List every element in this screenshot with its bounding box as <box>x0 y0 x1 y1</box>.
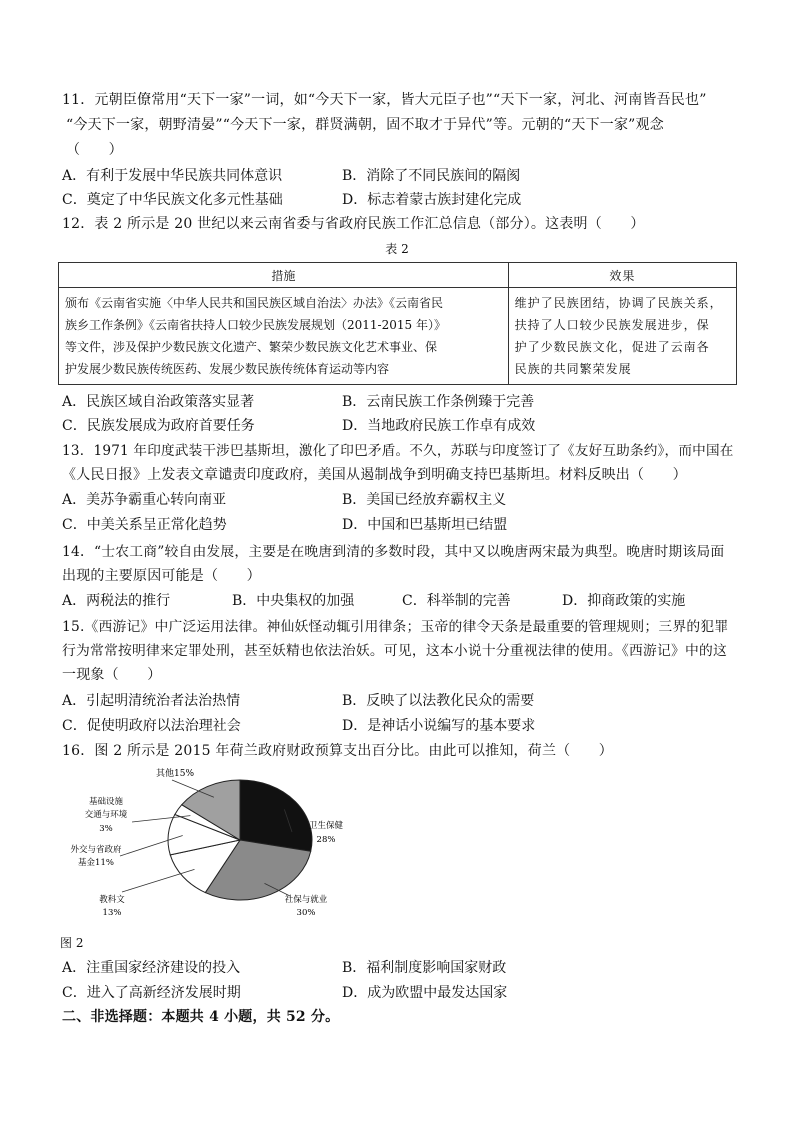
q14-option-d[interactable]: D．抑商政策的实施 <box>562 593 686 609</box>
q11-option-a[interactable]: A．有利于发展中华民族共同体意识 <box>62 168 283 184</box>
q13-option-a[interactable]: A．美苏争霸重心转向南亚 <box>62 492 227 508</box>
effect-line: 民族的共同繁荣发展 <box>514 362 632 376</box>
q13-option-b[interactable]: B．美国已经放弃霸权主义 <box>342 492 507 508</box>
q16-option-d[interactable]: D．成为欧盟中最发达国家 <box>342 985 508 1001</box>
pie-leader-line-2 <box>122 869 195 892</box>
q15-stem-line3: 一现象（ ） <box>62 667 162 683</box>
label-foreign-2: 基金11% <box>78 858 114 868</box>
label-social-1: 社保与就业 <box>284 895 328 905</box>
effect-line: 维护了民族团结，协调了民族关系， <box>514 296 723 310</box>
q11-option-d[interactable]: D．标志着蒙古族封建化完成 <box>342 192 522 208</box>
measures-line: 颁布《云南省实施〈中华人民共和国民族区域自治法〉办法》《云南省民 <box>65 296 444 310</box>
section2-heading: 二、非选择题：本题共 4 小题，共 52 分。 <box>62 1009 340 1025</box>
q12-option-c[interactable]: C．民族发展成为政府首要任务 <box>62 418 255 434</box>
q15-option-d[interactable]: D．是神话小说编写的基本要求 <box>342 718 536 734</box>
label-edu-2: 13% <box>102 908 122 918</box>
label-infra-2: 交通与环境 <box>84 810 128 820</box>
pie-slice-0 <box>240 780 312 851</box>
q11-option-b[interactable]: B．消除了不同民族间的隔阂 <box>342 168 521 184</box>
q15-option-c[interactable]: C．促使明政府以法治理社会 <box>62 718 241 734</box>
table-row <box>59 288 737 385</box>
q15-option-b[interactable]: B．反映了以法教化民众的需要 <box>342 693 535 709</box>
q14-option-c[interactable]: C．科举制的完善 <box>402 593 511 609</box>
table2 <box>58 262 737 385</box>
measures-line: 护发展少数民族传统医药、发展少数民族传统体育运动等内容 <box>65 362 390 376</box>
q16-option-c[interactable]: C．进入了高新经济发展时期 <box>62 985 241 1001</box>
table-cell-effect <box>508 288 736 385</box>
table-header-measures: 措施 <box>59 263 509 288</box>
label-infra-1: 基础设施 <box>88 797 124 807</box>
label-foreign-1: 外交与省政府 <box>70 845 122 855</box>
label-health-1: 卫生保健 <box>308 821 344 831</box>
pie-chart <box>60 764 380 924</box>
measures-line: 等文件，涉及保护少数民族文化遗产、繁荣少数民族文化艺术事业、保 <box>65 340 438 354</box>
q11-stem-line2: “今天下一家，朝野清晏”“今天下一家，群贤满朝，固不取才于异代”等。元朝的“天下一家”观念 <box>66 117 664 133</box>
label-other: 其他15% <box>156 769 195 779</box>
q15-stem-line2: 行为常常按明律来定罪处刑，甚至妖精也依法治妖。可见，这本小说十分重视法律的使用。《西游记》中的这 <box>62 643 727 659</box>
q11-option-c[interactable]: C．奠定了中华民族文化多元性基础 <box>62 192 283 208</box>
q12-stem: 12．表 2 所示是 20 世纪以来云南省委与省政府民族工作汇总信息（部分）。这表明（ ） <box>62 216 645 232</box>
measures-line: 族乡工作条例》《云南省扶持人口较少民族发展规划（2011-2015 年）》 <box>65 318 446 332</box>
label-health-2: 28% <box>316 835 336 845</box>
q14-stem-line2: 出现的主要原因可能是（ ） <box>62 568 261 584</box>
q12-option-b[interactable]: B．云南民族工作条例臻于完善 <box>342 394 535 410</box>
q13-stem-line1: 13．1971 年印度武装干涉巴基斯坦，激化了印巴矛盾。不久，苏联与印度签订了《友好互助条约》，而中国在 <box>62 443 734 459</box>
q14-stem-line1: 14．“士农工商”较自由发展，主要是在晚唐到清的多数时段，其中又以晚唐两宋最为典型。晚唐时期该局面 <box>62 544 725 560</box>
q13-option-c[interactable]: C．中美关系呈正常化趋势 <box>62 517 227 533</box>
q12-option-d[interactable]: D．当地政府民族工作卓有成效 <box>342 418 536 434</box>
q15-stem-line1: 15.《西游记》中广泛运用法律。神仙妖怪动辄引用律条；玉帝的律令天条是最重要的管理规则；三界的犯罪 <box>62 619 729 635</box>
table2-title: 表 2 <box>385 242 409 256</box>
effect-line: 扶持了人口较少民族发展进步，保 <box>514 318 710 332</box>
q14-option-b[interactable]: B．中央集权的加强 <box>232 593 355 609</box>
label-infra-3: 3% <box>99 824 113 834</box>
q13-option-d[interactable]: D．中国和巴基斯坦已结盟 <box>342 517 508 533</box>
figure2-label: 图 2 <box>60 936 84 950</box>
table-header-effect: 效果 <box>508 263 736 288</box>
table-cell-measures <box>59 288 509 385</box>
q16-option-b[interactable]: B．福利制度影响国家财政 <box>342 960 507 976</box>
label-edu-1: 教科文 <box>99 895 125 905</box>
q11-stem-line3: （ ） <box>66 142 123 158</box>
q13-stem-line2: 《人民日报》上发表文章谴责印度政府，美国从遏制战争到明确支持巴基斯坦。材料反映出（ ） <box>62 467 687 483</box>
q12-option-a[interactable]: A．民族区域自治政策落实显著 <box>62 394 255 410</box>
effect-line: 护了少数民族文化，促进了云南各 <box>514 340 710 354</box>
q16-option-a[interactable]: A．注重国家经济建设的投入 <box>62 960 241 976</box>
q14-option-a[interactable]: A．两税法的推行 <box>62 593 171 609</box>
q16-stem: 16．图 2 所示是 2015 年荷兰政府财政预算支出百分比。由此可以推知，荷兰（ ） <box>62 743 613 759</box>
table-header-row <box>59 263 737 288</box>
q11-stem-line1: 11．元朝臣僚常用“天下一家”一词，如“今天下一家，皆大元臣子也”“天下一家，河北、河南皆吾民也” <box>62 92 707 108</box>
label-social-2: 30% <box>296 908 316 918</box>
q15-option-a[interactable]: A．引起明清统治者法治热情 <box>62 693 241 709</box>
pie-slices <box>168 780 312 900</box>
